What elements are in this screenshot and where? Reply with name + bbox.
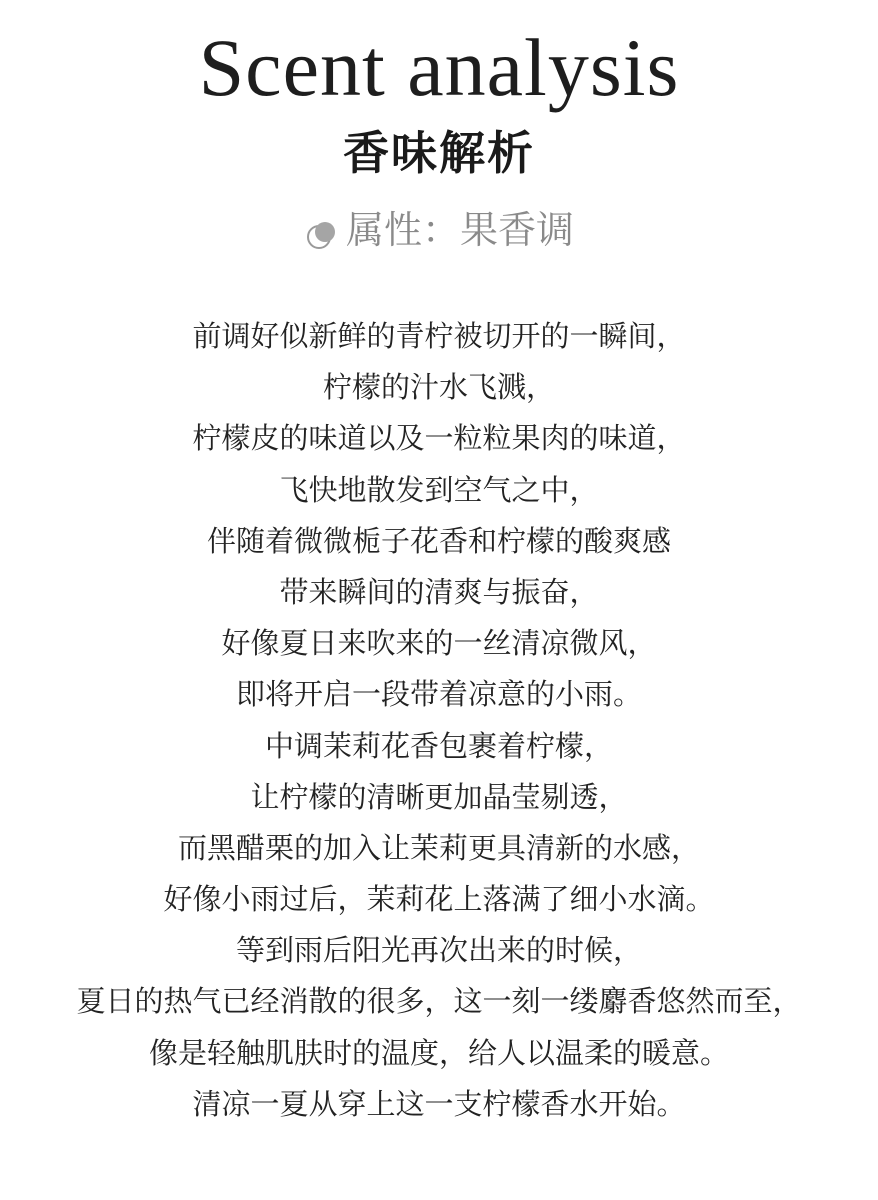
attribute-value: 果香调 xyxy=(460,208,575,252)
description-line: 柠檬的汁水飞溅， xyxy=(322,370,555,405)
description-line: 前调好似新鲜的青柠被切开的一瞬间， xyxy=(192,319,686,353)
description-line: 像是轻触肌肤时的温度，给人以温柔的暖意。 xyxy=(148,1035,729,1070)
description-line: 柠檬皮的味道以及一粒粒果肉的味道， xyxy=(192,421,686,456)
description-line: 等到雨后阳光再次出来的时候， xyxy=(235,933,642,968)
description-line: 中调茉莉花香包裹着柠檬， xyxy=(264,728,613,763)
page-title-english: Scent analysis xyxy=(198,22,680,113)
description-line: 即将开启一段带着凉意的小雨。 xyxy=(235,677,642,712)
description-line: 夏日的热气已经消散的很多，这一刻一缕麝香悠然而至， xyxy=(76,984,802,1019)
scent-description xyxy=(0,311,878,1130)
description-line: 好像小雨过后，茉莉花上落满了细小水滴。 xyxy=(163,882,715,917)
description-line: 而黑醋栗的加入让茉莉更具清新的水感， xyxy=(177,830,700,865)
description-line: 让柠檬的清晰更加晶莹剔透， xyxy=(250,779,628,814)
half-moon-icon xyxy=(304,212,340,248)
description-line: 带来瞬间的清爽与振奋， xyxy=(279,574,599,609)
description-line: 好像夏日来吹来的一丝清凉微风， xyxy=(221,626,657,661)
description-line: 飞快地散发到空气之中， xyxy=(279,472,599,507)
attribute-label: 属性： xyxy=(345,208,460,252)
description-line: 伴随着微微栀子花香和柠檬的酸爽感 xyxy=(206,523,671,558)
page-title-chinese: 香味解析 xyxy=(343,126,535,180)
description-line: 清凉一夏从穿上这一支柠檬香水开始。 xyxy=(192,1086,686,1121)
scent-attribute xyxy=(0,202,878,258)
